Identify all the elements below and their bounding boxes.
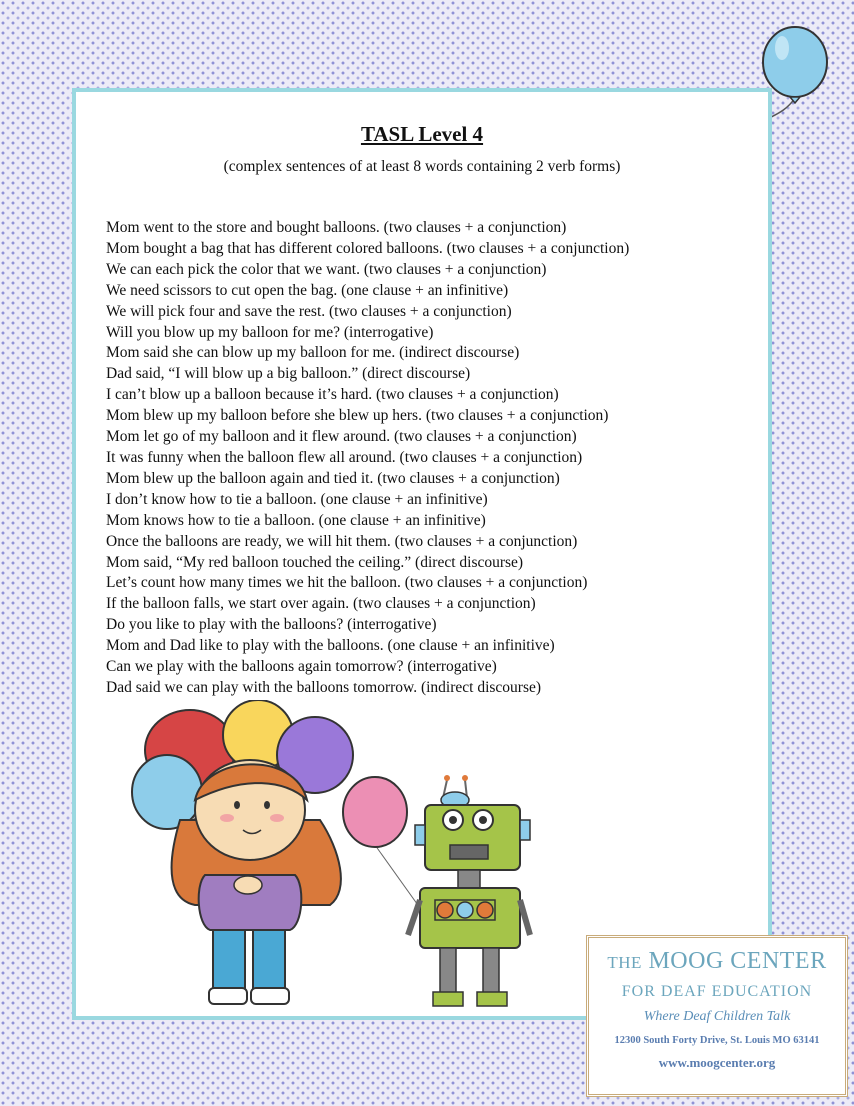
sentence-item: Mom went to the store and bought balloons. (two clauses + a conjunction) — [106, 219, 567, 236]
sentence-item: Mom bought a bag that has different colored balloons. (two clauses + a conjunction) — [106, 239, 630, 257]
sentence-item: Mom and Dad like to play with the balloons. (one clause + an infinitive) — [106, 637, 555, 655]
logo-the: THE — [607, 953, 642, 972]
page-subtitle: (complex sentences of at least 8 words containing 2 verb forms) — [223, 158, 621, 175]
sentence-list — [106, 218, 629, 699]
logo-website[interactable]: www.moogcenter.org — [658, 1055, 776, 1070]
sentence-item: Mom blew up the balloon again and tied it. (two clauses + a conjunction) — [106, 469, 560, 487]
sentence-item: It was funny when the balloon flew all around. (two clauses + a conjunction) — [106, 448, 583, 466]
sentence-item: Once the balloons are ready, we will hit them. (two clauses + a conjunction) — [106, 532, 578, 550]
sentence-item: Will you blow up my balloon for me? (interrogative) — [106, 323, 434, 341]
logo-name — [589, 948, 845, 975]
logo-address: 12300 South Forty Drive, St. Louis MO 63141 — [614, 1035, 820, 1046]
sentence-item: Mom said, “My red balloon touched the ceiling.” (direct discourse) — [106, 553, 524, 571]
sentence-item: Mom knows how to tie a balloon. (one clause + an infinitive) — [106, 511, 486, 529]
sentence-item: Let’s count how many times we hit the balloon. (two clauses + a conjunction) — [106, 574, 588, 592]
page-title: TASL Level 4 — [360, 122, 484, 146]
sentence-item: We can each pick the color that we want. (two clauses + a conjunction) — [106, 260, 547, 278]
sentence-item: Dad said we can play with the balloons tomorrow. (indirect discourse) — [106, 678, 542, 696]
sentence-item: Mom blew up my balloon before she blew up hers. (two clauses + a conjunction) — [106, 407, 609, 425]
sentence-item: Do you like to play with the balloons? (interrogative) — [106, 616, 437, 634]
sentence-item: I can’t blow up a balloon because it’s hard. (two clauses + a conjunction) — [106, 386, 559, 404]
sentence-item: We need scissors to cut open the bag. (one clause + an infinitive) — [106, 281, 509, 299]
sentence-item: We will pick four and save the rest. (two clauses + a conjunction) — [106, 302, 512, 320]
sentence-item: I don’t know how to tie a balloon. (one clause + an infinitive) — [106, 490, 488, 508]
sentence-item: Dad said, “I will blow up a big balloon.” (direct discourse) — [106, 365, 471, 383]
sentence-item: Mom let go of my balloon and it flew around. (two clauses + a conjunction) — [106, 428, 577, 446]
logo-subtitle: FOR DEAF EDUCATION — [621, 983, 813, 1000]
moog-center-logo — [586, 935, 848, 1097]
sentence-item: Mom said she can blow up my balloon for me. (indirect discourse) — [106, 344, 520, 362]
logo-tagline: Where Deaf Children Talk — [643, 1009, 791, 1024]
sentence-item: If the balloon falls, we start over again. (two clauses + a conjunction) — [106, 595, 536, 613]
girl-and-robot-illustration — [125, 700, 545, 1020]
logo-center-name: MOOG CENTER — [648, 948, 827, 974]
sentence-item: Can we play with the balloons again tomorrow? (interrogative) — [106, 658, 497, 676]
